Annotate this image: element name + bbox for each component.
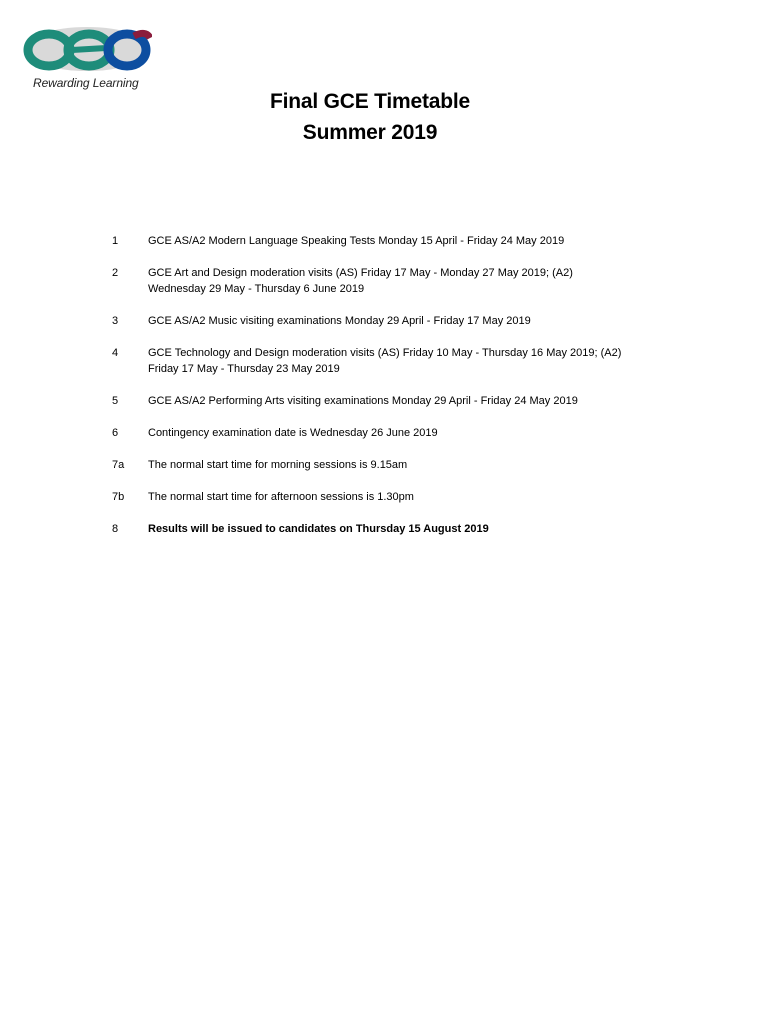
note-number: 2 [112,267,119,279]
note-item [112,265,632,297]
note-item [112,393,632,409]
note-text: GCE AS/A2 Modern Language Speaking Tests Monday 15 April - Friday 24 May 2019 [148,235,565,247]
note-number: 6 [112,427,119,439]
note-text: Contingency examination date is Wednesday 26 June 2019 [148,427,438,439]
note-number: 8 [112,523,119,535]
note-item [112,313,632,329]
note-item [112,425,632,441]
note-text: Results will be issued to candidates on Thursday 15 August 2019 [148,523,489,535]
note-number: 5 [112,395,119,407]
note-text: The normal start time for morning sessions is 9.15am [148,459,408,471]
cea-logo-mark [22,24,152,74]
note-item [112,233,632,249]
note-item [112,345,632,377]
note-number: 7b [112,491,125,503]
page-subtitle: Summer 2019 [302,121,438,144]
note-number: 1 [112,235,119,247]
note-text: GCE Technology and Design moderation visits (AS) Friday 10 May - Thursday 16 May 2019; (A2) Friday 17 May - Thursday 23 May 2019 [148,347,622,375]
note-item [112,489,632,505]
note-text: GCE AS/A2 Music visiting examinations Monday 29 April - Friday 17 May 2019 [148,315,531,327]
note-number: 7a [112,459,125,471]
logo-tagline: Rewarding Learning [33,76,139,90]
note-text: GCE AS/A2 Performing Arts visiting examinations Monday 29 April - Friday 24 May 2019 [148,395,578,407]
cea-logo [22,24,152,92]
notes-list [112,233,632,553]
page-title: Final GCE Timetable [269,90,471,113]
note-item [112,457,632,473]
note-text: GCE Art and Design moderation visits (AS) Friday 17 May - Monday 27 May 2019; (A2) Wednesday 29 May - Thursday 6 June 2019 [148,267,573,295]
title-block [0,86,740,148]
note-text: The normal start time for afternoon sessions is 1.30pm [148,491,414,503]
note-number: 4 [112,347,119,359]
note-item [112,521,632,537]
logo-letter-e-bar [72,48,106,50]
note-number: 3 [112,315,119,327]
